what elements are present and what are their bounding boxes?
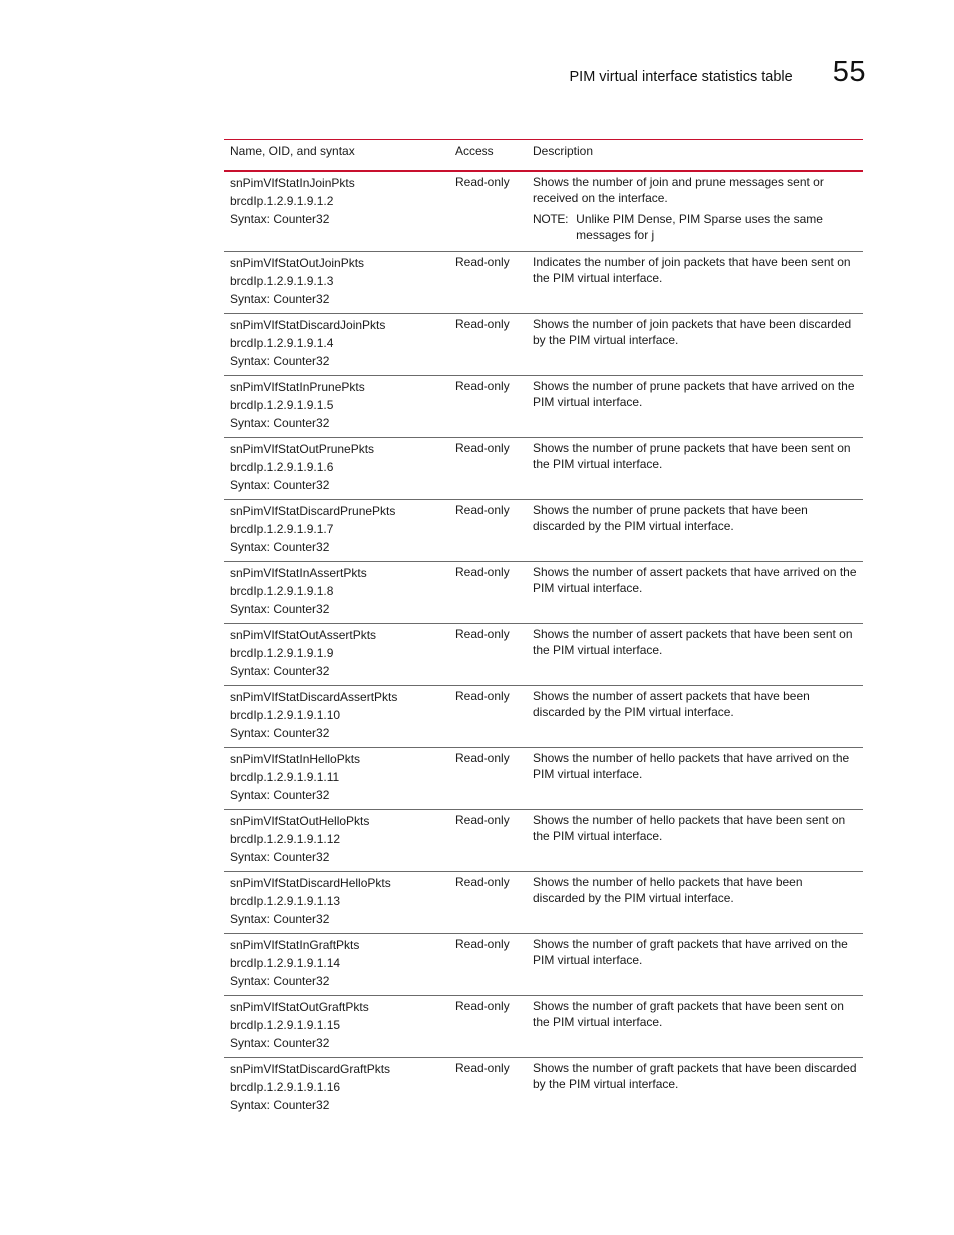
cell-name-oid-syntax xyxy=(224,313,449,375)
cell-name-oid-syntax xyxy=(224,871,449,933)
object-oid: brcdIp.1.2.9.1.9.1.15 xyxy=(230,1017,341,1032)
table-row xyxy=(224,313,863,375)
object-syntax: Syntax: Counter32 xyxy=(230,849,330,864)
object-name: snPimVIfStatOutHelloPkts xyxy=(230,813,370,828)
object-oid: brcdIp.1.2.9.1.9.1.2 xyxy=(230,193,334,208)
object-syntax: Syntax: Counter32 xyxy=(230,415,330,430)
cell-access: Read-only xyxy=(449,437,527,499)
object-syntax: Syntax: Counter32 xyxy=(230,601,330,616)
object-name: snPimVIfStatInJoinPkts xyxy=(230,175,355,190)
description-text: Shows the number of hello packets that have been discarded by the PIM virtual interface. xyxy=(533,874,803,905)
cell-access: Read-only xyxy=(449,623,527,685)
table-row xyxy=(224,375,863,437)
column-header-access: Access xyxy=(449,140,527,171)
table-row xyxy=(224,809,863,871)
cell-access: Read-only xyxy=(449,313,527,375)
cell-access: Read-only xyxy=(449,747,527,809)
object-oid: brcdIp.1.2.9.1.9.1.13 xyxy=(230,893,341,908)
description-text: Shows the number of prune packets that have been discarded by the PIM virtual interface. xyxy=(533,502,808,533)
cell-name-oid-syntax xyxy=(224,561,449,623)
object-name: snPimVIfStatDiscardJoinPkts xyxy=(230,317,386,332)
cell-description xyxy=(527,1057,863,1119)
object-syntax: Syntax: Counter32 xyxy=(230,539,330,554)
object-syntax: Syntax: Counter32 xyxy=(230,973,330,988)
object-oid: brcdIp.1.2.9.1.9.1.12 xyxy=(230,831,341,846)
cell-description xyxy=(527,375,863,437)
cell-description xyxy=(527,685,863,747)
cell-description xyxy=(527,871,863,933)
cell-name-oid-syntax xyxy=(224,251,449,313)
running-header xyxy=(570,56,867,89)
object-oid: brcdIp.1.2.9.1.9.1.7 xyxy=(230,521,334,536)
object-syntax: Syntax: Counter32 xyxy=(230,911,330,926)
object-oid: brcdIp.1.2.9.1.9.1.11 xyxy=(230,769,340,784)
table-row xyxy=(224,871,863,933)
object-name: snPimVIfStatDiscardGraftPkts xyxy=(230,1061,391,1076)
description-text: Shows the number of assert packets that have been sent on the PIM virtual interface. xyxy=(533,626,853,657)
table-row xyxy=(224,933,863,995)
cell-access: Read-only xyxy=(449,871,527,933)
object-oid: brcdIp.1.2.9.1.9.1.5 xyxy=(230,397,334,412)
object-name: snPimVIfStatInAssertPkts xyxy=(230,565,367,580)
object-syntax: Syntax: Counter32 xyxy=(230,211,330,226)
object-oid: brcdIp.1.2.9.1.9.1.6 xyxy=(230,459,334,474)
cell-description xyxy=(527,499,863,561)
object-name: snPimVIfStatDiscardHelloPkts xyxy=(230,875,391,890)
table-header xyxy=(224,140,863,171)
note-text: Unlike PIM Dense, PIM Sparse uses the same messages for j xyxy=(576,211,823,242)
description-text: Shows the number of prune packets that have arrived on the PIM virtual interface. xyxy=(533,378,855,409)
cell-access: Read-only xyxy=(449,995,527,1057)
description-text: Shows the number of graft packets that have been discarded by the PIM virtual interface. xyxy=(533,1060,857,1091)
object-name: snPimVIfStatInPrunePkts xyxy=(230,379,365,394)
description-text: Shows the number of assert packets that have been discarded by the PIM virtual interface. xyxy=(533,688,810,719)
object-name: snPimVIfStatOutAssertPkts xyxy=(230,627,377,642)
mib-objects-table xyxy=(224,139,863,1119)
object-name: snPimVIfStatInGraftPkts xyxy=(230,937,360,952)
column-header-description: Description xyxy=(527,140,863,171)
cell-name-oid-syntax xyxy=(224,685,449,747)
object-name: snPimVIfStatOutJoinPkts xyxy=(230,255,365,270)
cell-name-oid-syntax xyxy=(224,499,449,561)
chapter-number: 55 xyxy=(832,56,866,88)
cell-access: Read-only xyxy=(449,251,527,313)
cell-description xyxy=(527,933,863,995)
cell-name-oid-syntax xyxy=(224,747,449,809)
object-name: snPimVIfStatDiscardPrunePkts xyxy=(230,503,396,518)
object-syntax: Syntax: Counter32 xyxy=(230,663,330,678)
object-oid: brcdIp.1.2.9.1.9.1.9 xyxy=(230,645,334,660)
cell-description xyxy=(527,995,863,1057)
column-header-name: Name, OID, and syntax xyxy=(224,140,449,171)
cell-name-oid-syntax xyxy=(224,809,449,871)
cell-description xyxy=(527,809,863,871)
table-row xyxy=(224,623,863,685)
cell-description xyxy=(527,171,863,252)
object-oid: brcdIp.1.2.9.1.9.1.14 xyxy=(230,955,341,970)
object-name: snPimVIfStatInHelloPkts xyxy=(230,751,361,766)
table-row xyxy=(224,561,863,623)
object-name: snPimVIfStatDiscardAssertPkts xyxy=(230,689,398,704)
cell-description xyxy=(527,561,863,623)
cell-name-oid-syntax xyxy=(224,375,449,437)
table-row xyxy=(224,499,863,561)
description-text: Indicates the number of join packets that have been sent on the PIM virtual interface. xyxy=(533,254,851,285)
table-row xyxy=(224,685,863,747)
object-name: snPimVIfStatOutPrunePkts xyxy=(230,441,375,456)
cell-access: Read-only xyxy=(449,561,527,623)
table-row xyxy=(224,251,863,313)
cell-description xyxy=(527,437,863,499)
cell-description xyxy=(527,251,863,313)
cell-access: Read-only xyxy=(449,685,527,747)
cell-name-oid-syntax xyxy=(224,437,449,499)
cell-access: Read-only xyxy=(449,499,527,561)
object-oid: brcdIp.1.2.9.1.9.1.10 xyxy=(230,707,341,722)
description-text: Shows the number of prune packets that have been sent on the PIM virtual interface. xyxy=(533,440,851,471)
cell-description xyxy=(527,747,863,809)
cell-access: Read-only xyxy=(455,1060,510,1075)
table-body xyxy=(224,171,863,1119)
section-title: PIM virtual interface statistics table xyxy=(569,69,793,85)
object-oid: brcdIp.1.2.9.1.9.1.8 xyxy=(230,583,334,598)
object-syntax: Syntax: Counter32 xyxy=(230,1097,330,1112)
cell-access: Read-only xyxy=(449,809,527,871)
description-text: Shows the number of join packets that have been discarded by the PIM virtual interface. xyxy=(533,316,852,347)
description-text: Shows the number of hello packets that have arrived on the PIM virtual interface. xyxy=(533,750,850,781)
table-row xyxy=(224,747,863,809)
table-row xyxy=(224,171,863,252)
object-syntax: Syntax: Counter32 xyxy=(230,291,330,306)
cell-name-oid-syntax xyxy=(224,1057,449,1119)
cell-name-oid-syntax xyxy=(224,933,449,995)
object-oid: brcdIp.1.2.9.1.9.1.3 xyxy=(230,273,334,288)
cell-name-oid-syntax xyxy=(224,171,449,252)
object-oid: brcdIp.1.2.9.1.9.1.16 xyxy=(230,1079,341,1094)
table-header-row xyxy=(224,140,863,171)
description-text: Shows the number of graft packets that have been sent on the PIM virtual interface. xyxy=(533,998,844,1029)
note xyxy=(533,211,857,244)
cell-access: Read-only xyxy=(449,171,527,252)
object-name: snPimVIfStatOutGraftPkts xyxy=(230,999,369,1014)
cell-description xyxy=(527,623,863,685)
object-syntax: Syntax: Counter32 xyxy=(230,1035,330,1050)
cell-access: Read-only xyxy=(449,933,527,995)
cell-name-oid-syntax xyxy=(224,623,449,685)
cell-description xyxy=(527,313,863,375)
description-text: Shows the number of assert packets that have arrived on the PIM virtual interface. xyxy=(533,564,857,595)
cell-access: Read-only xyxy=(449,375,527,437)
object-oid: brcdIp.1.2.9.1.9.1.4 xyxy=(230,335,334,350)
description-text: Shows the number of hello packets that have been sent on the PIM virtual interface. xyxy=(533,812,846,843)
object-syntax: Syntax: Counter32 xyxy=(230,725,330,740)
cell-name-oid-syntax xyxy=(224,995,449,1057)
table-row xyxy=(224,1057,863,1119)
table-row xyxy=(224,995,863,1057)
object-syntax: Syntax: Counter32 xyxy=(230,353,330,368)
object-syntax: Syntax: Counter32 xyxy=(230,787,330,802)
object-syntax: Syntax: Counter32 xyxy=(230,477,330,492)
note-label: NOTE: xyxy=(533,211,569,226)
description-text: Shows the number of join and prune messages sent or received on the interface. xyxy=(533,174,824,205)
description-text: Shows the number of graft packets that have arrived on the PIM virtual interface. xyxy=(533,936,848,967)
table-row xyxy=(224,437,863,499)
